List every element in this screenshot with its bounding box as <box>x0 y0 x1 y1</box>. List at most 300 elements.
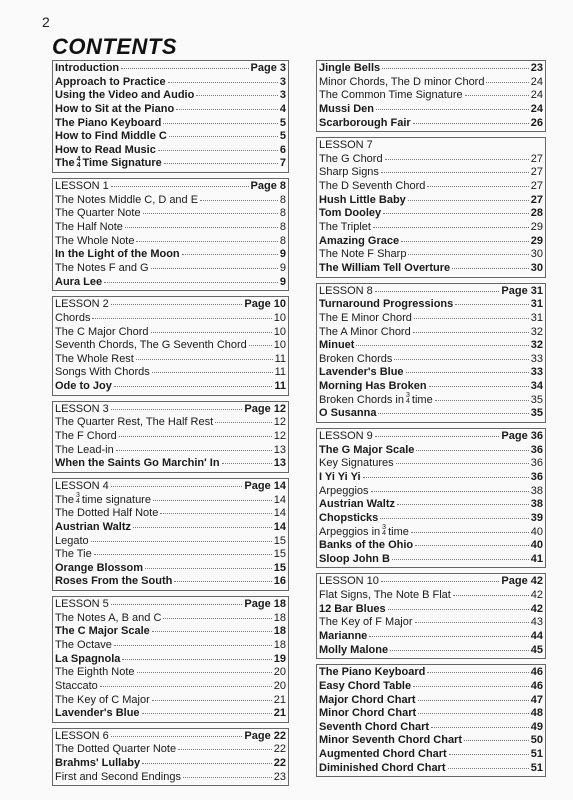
entry-page-number: 31 <box>530 311 543 324</box>
toc-entry[interactable] <box>55 575 286 589</box>
entry-page-number: 43 <box>530 616 543 629</box>
entry-title-text: In the Light of the Moon <box>55 248 180 261</box>
toc-entry[interactable] <box>55 339 286 353</box>
toc-entry[interactable] <box>319 694 543 708</box>
entry-title-text: The E Minor Chord <box>319 311 412 324</box>
time-sig-top: 3 <box>75 491 80 499</box>
toc-section <box>316 60 546 132</box>
toc-entry[interactable] <box>55 89 286 103</box>
toc-entry[interactable] <box>319 262 543 276</box>
entry-title <box>319 630 367 644</box>
entry-page-number: 38 <box>530 484 543 497</box>
time-sig-bottom: 4 <box>76 161 81 169</box>
entry-title-text: Jingle Bells <box>319 62 381 74</box>
entry-title-text: I Yi Yi Yi <box>319 470 361 483</box>
entry-page-number: 24 <box>530 102 543 115</box>
dot-leader <box>164 163 278 164</box>
entry-title <box>55 730 109 744</box>
entry-title <box>319 285 373 299</box>
entry-title-text: The C Major Scale <box>55 625 150 638</box>
dot-leader <box>376 109 529 110</box>
toc-section <box>52 401 289 473</box>
entry-title-text: Molly Malone <box>319 643 389 656</box>
toc-entry[interactable] <box>319 353 543 367</box>
time-signature-icon <box>77 157 81 169</box>
toc-entry[interactable] <box>55 248 286 262</box>
entry-title <box>319 262 450 276</box>
entry-title-text: Seventh Chords, The G Seventh Chord <box>55 339 247 352</box>
entry-page-number: 5 <box>279 116 286 129</box>
entry-title <box>55 103 174 117</box>
dot-leader <box>411 532 529 533</box>
toc-entry[interactable] <box>319 298 543 312</box>
dot-leader <box>414 318 529 319</box>
entry-title-text-after: time signature <box>81 493 151 506</box>
entry-title <box>319 644 388 658</box>
lesson-heading[interactable] <box>55 403 286 417</box>
dot-leader <box>111 304 243 305</box>
lesson-heading[interactable] <box>319 430 543 444</box>
entry-title <box>55 117 161 131</box>
entry-page-number: 27 <box>530 166 543 179</box>
page-number: 2 <box>42 14 50 30</box>
entry-page-number: Page 18 <box>244 598 286 611</box>
entry-title-text: Sharp Signs <box>319 166 379 179</box>
toc-entry[interactable] <box>319 644 543 658</box>
toc-entry[interactable] <box>319 616 543 630</box>
entry-title-text: The <box>55 493 74 506</box>
toc-entry[interactable] <box>55 507 286 521</box>
entry-title <box>319 430 373 444</box>
dot-leader <box>380 518 528 519</box>
toc-entry[interactable] <box>55 353 286 367</box>
entry-title <box>55 262 149 276</box>
entry-title <box>319 235 399 249</box>
toc-entry[interactable] <box>319 707 543 721</box>
entry-title <box>55 221 123 235</box>
entry-page-number: 21 <box>273 693 286 706</box>
toc-entry[interactable] <box>319 721 543 735</box>
entry-title <box>319 248 406 262</box>
entry-title-text: The Notes A, B and C <box>55 611 162 624</box>
toc-entry[interactable] <box>55 157 286 171</box>
toc-entry[interactable] <box>319 498 543 512</box>
entry-page-number: 32 <box>530 325 543 338</box>
entry-title-text: The Piano Keyboard <box>319 666 426 679</box>
toc-entry[interactable] <box>319 207 543 221</box>
toc-entry[interactable] <box>55 694 286 708</box>
entry-page-number: 21 <box>273 707 286 720</box>
toc-entry[interactable] <box>319 471 543 485</box>
dot-leader <box>114 645 272 646</box>
entry-title <box>55 130 167 144</box>
entry-page-number: 22 <box>273 757 286 770</box>
entry-title <box>55 298 109 312</box>
dot-leader <box>142 763 272 764</box>
entry-page-number: 15 <box>273 534 286 547</box>
dot-leader <box>408 200 529 201</box>
entry-page-number: Page 3 <box>250 62 286 74</box>
toc-entry[interactable] <box>319 76 543 90</box>
toc-entry[interactable] <box>319 221 543 235</box>
dot-leader <box>163 618 271 619</box>
entry-title <box>55 62 119 76</box>
entry-title <box>55 639 112 653</box>
entry-title-text: LESSON 7 <box>319 139 373 152</box>
toc-entry[interactable] <box>319 117 543 131</box>
toc-entry[interactable] <box>55 521 286 535</box>
toc-entry[interactable] <box>319 734 543 748</box>
dot-leader <box>137 672 272 673</box>
entry-title-text: Lavender's Blue <box>55 707 140 720</box>
toc-entry[interactable] <box>55 680 286 694</box>
toc-entry[interactable] <box>55 380 286 394</box>
toc-entry[interactable] <box>319 553 543 567</box>
toc-entry[interactable] <box>319 366 543 380</box>
entry-page-number: 11 <box>274 380 286 393</box>
dot-leader <box>111 486 243 487</box>
entry-title-text: The Lead-in <box>55 443 114 456</box>
time-sig-top: 3 <box>382 523 387 531</box>
lesson-heading[interactable] <box>55 180 286 194</box>
entry-page-number: 23 <box>273 770 286 783</box>
toc-entry[interactable] <box>319 407 543 421</box>
entry-page-number: 44 <box>530 629 543 642</box>
dot-leader <box>418 713 529 714</box>
toc-entry[interactable] <box>319 312 543 326</box>
toc-entry[interactable] <box>55 562 286 576</box>
entry-page-number: 33 <box>530 352 543 365</box>
toc-entry[interactable] <box>319 444 543 458</box>
entry-page-number: 51 <box>530 761 543 774</box>
toc-entry[interactable] <box>55 430 286 444</box>
toc-entry[interactable] <box>55 625 286 639</box>
entry-title-text: LESSON 3 <box>55 402 109 415</box>
toc-entry[interactable] <box>55 548 286 562</box>
entry-page-number: 4 <box>279 102 286 115</box>
entry-title-text: Chopsticks <box>319 511 379 524</box>
entry-title <box>55 89 194 103</box>
entry-page-number: 18 <box>273 611 286 624</box>
entry-page-number: 30 <box>530 261 543 274</box>
entry-title <box>319 339 354 353</box>
toc-entry[interactable] <box>319 248 543 262</box>
entry-title-text: Easy Chord Table <box>319 679 412 692</box>
toc-entry[interactable] <box>55 144 286 158</box>
entry-title-text: The Key of F Major <box>319 616 413 629</box>
dot-leader <box>111 604 243 605</box>
toc-section <box>52 728 289 787</box>
toc-entry[interactable] <box>55 276 286 290</box>
entry-title-text: Arpeggios in <box>319 525 381 538</box>
entry-page-number: 19 <box>273 652 286 665</box>
lesson-heading[interactable] <box>319 139 543 153</box>
entry-title <box>319 207 381 221</box>
toc-entry[interactable] <box>55 366 286 380</box>
entry-title <box>55 612 161 626</box>
entry-page-number: 36 <box>530 470 543 483</box>
dot-leader <box>392 559 529 560</box>
toc-entry[interactable] <box>319 748 543 762</box>
entry-title <box>55 312 90 326</box>
toc-entry[interactable] <box>319 89 543 103</box>
dot-leader <box>427 186 528 187</box>
dot-leader <box>222 463 272 464</box>
entry-title-text: Brahms' Lullaby <box>55 757 141 770</box>
dot-leader <box>169 136 278 137</box>
entry-title-text-after: Time Signature <box>82 157 162 170</box>
entry-title-text: Ode to Joy <box>55 380 112 393</box>
toc-entry[interactable] <box>319 523 543 540</box>
toc-entry[interactable] <box>55 117 286 131</box>
entry-title <box>55 144 156 158</box>
toc-entry[interactable] <box>319 589 543 603</box>
toc-entry[interactable] <box>319 62 543 76</box>
entry-page-number: 7 <box>279 157 286 170</box>
toc-entry[interactable] <box>55 416 286 430</box>
entry-page-number: 47 <box>530 693 543 706</box>
entry-title-text: Seventh Chord Chart <box>319 720 430 733</box>
entry-page-number: 40 <box>530 539 543 552</box>
entry-page-number: 27 <box>530 180 543 193</box>
toc-section <box>316 573 546 659</box>
lesson-heading[interactable] <box>55 598 286 612</box>
toc-entry[interactable] <box>55 221 286 235</box>
toc-entry[interactable] <box>319 326 543 340</box>
toc-entry[interactable] <box>55 491 286 508</box>
entry-title <box>319 221 371 235</box>
toc-entry[interactable] <box>319 680 543 694</box>
entry-title <box>319 694 416 708</box>
entry-title <box>55 194 198 208</box>
toc-entry[interactable] <box>319 235 543 249</box>
entry-title-text: LESSON 4 <box>55 479 109 492</box>
entry-title-text: Mussi Den <box>319 102 375 115</box>
toc-entry[interactable] <box>319 380 543 394</box>
entry-page-number: Page 14 <box>244 479 286 492</box>
toc-entry[interactable] <box>55 130 286 144</box>
dot-leader <box>94 554 272 555</box>
toc-entry[interactable] <box>55 771 286 785</box>
entry-title <box>319 366 404 380</box>
toc-entry[interactable] <box>55 207 286 221</box>
entry-title <box>319 457 394 471</box>
entry-title <box>55 743 176 757</box>
dot-leader <box>151 268 278 269</box>
lesson-heading[interactable] <box>319 285 543 299</box>
dot-leader <box>369 636 528 637</box>
entry-title <box>55 562 143 576</box>
entry-title <box>55 491 151 508</box>
entry-title <box>55 248 180 262</box>
toc-entry[interactable] <box>55 707 286 721</box>
entry-title <box>55 521 131 535</box>
entry-title <box>55 548 92 562</box>
toc-entry[interactable] <box>319 457 543 471</box>
dot-leader <box>119 436 272 437</box>
entry-title-text: The Octave <box>55 638 112 651</box>
entry-title-text: The Quarter Note <box>55 207 141 220</box>
lesson-heading[interactable] <box>55 298 286 312</box>
entry-page-number: 46 <box>530 666 543 679</box>
toc-entry[interactable] <box>319 630 543 644</box>
toc-entry[interactable] <box>319 603 543 617</box>
entry-title <box>319 734 462 748</box>
toc-entry[interactable] <box>319 512 543 526</box>
entry-title-text: Legato <box>55 534 89 547</box>
toc-entry[interactable] <box>319 180 543 194</box>
time-sig-bottom: 4 <box>406 397 410 405</box>
toc-entry[interactable] <box>55 666 286 680</box>
toc-entry[interactable] <box>55 76 286 90</box>
entry-page-number: 14 <box>273 493 286 506</box>
dot-leader <box>382 68 529 69</box>
entry-page-number: 3 <box>279 75 286 88</box>
entry-title-text: Sloop John B <box>319 552 390 565</box>
entry-page-number: 10 <box>273 339 286 352</box>
dot-leader <box>168 82 278 83</box>
time-sig-top: 4 <box>76 155 81 163</box>
entry-title-text: Orange Blossom <box>55 561 144 574</box>
toc-entry[interactable] <box>319 666 543 680</box>
toc-entry[interactable] <box>55 444 286 458</box>
dot-leader <box>182 254 278 255</box>
lesson-heading[interactable] <box>55 480 286 494</box>
entry-title-text: The Half Note <box>55 221 123 234</box>
dot-leader <box>178 749 272 750</box>
toc-entry[interactable] <box>319 391 543 408</box>
entry-title <box>319 298 453 312</box>
entry-title-text: Major Chord Chart <box>319 693 416 706</box>
entry-title <box>55 353 134 367</box>
toc-entry[interactable] <box>55 653 286 667</box>
dot-leader <box>455 304 528 305</box>
toc-section <box>316 283 546 423</box>
dot-leader <box>125 227 278 228</box>
entry-title <box>319 166 379 180</box>
entry-page-number: 24 <box>530 75 543 88</box>
entry-title <box>319 312 412 326</box>
entry-title-text: When the Saints Go Marchin' In <box>55 457 220 470</box>
toc-entry[interactable] <box>319 539 543 553</box>
lesson-heading[interactable] <box>55 730 286 744</box>
toc-section <box>52 178 289 291</box>
entry-page-number: 45 <box>530 643 543 656</box>
entry-title-text: The Whole Rest <box>55 352 134 365</box>
toc-section <box>52 478 289 591</box>
entry-title <box>55 457 220 471</box>
entry-title-text: Approach to Practice <box>55 75 166 88</box>
toc-entry[interactable] <box>55 194 286 208</box>
toc-entry[interactable] <box>55 326 286 340</box>
dot-leader <box>397 504 529 505</box>
entry-page-number: 13 <box>273 457 286 470</box>
toc-entry[interactable] <box>55 757 286 771</box>
toc-section <box>316 664 546 777</box>
entry-title-text: LESSON 8 <box>319 284 373 297</box>
dot-leader <box>464 740 529 741</box>
toc-entry[interactable] <box>55 535 286 549</box>
dot-leader <box>378 413 528 414</box>
entry-page-number: 15 <box>273 548 286 561</box>
entry-title-text: Turnaround Progressions <box>319 298 454 311</box>
entry-page-number: 22 <box>273 743 286 756</box>
entry-title <box>319 194 406 208</box>
toc-entry[interactable] <box>319 153 543 167</box>
toc-entry[interactable] <box>319 762 543 776</box>
toc-entry[interactable] <box>55 262 286 276</box>
toc-entry[interactable] <box>319 103 543 117</box>
toc-entry[interactable] <box>319 485 543 499</box>
entry-page-number: 10 <box>273 325 286 338</box>
toc-section <box>316 428 546 568</box>
entry-title <box>319 603 386 617</box>
toc-entry[interactable] <box>55 639 286 653</box>
entry-page-number: 12 <box>273 430 286 443</box>
toc-entry[interactable] <box>319 194 543 208</box>
dot-leader <box>449 754 529 755</box>
toc-entry[interactable] <box>55 235 286 249</box>
toc-entry[interactable] <box>319 166 543 180</box>
entry-title <box>55 403 109 417</box>
toc-entry[interactable] <box>55 312 286 326</box>
entry-title <box>319 721 429 735</box>
lesson-heading[interactable] <box>319 575 543 589</box>
entry-page-number: 27 <box>530 193 543 206</box>
entry-page-number: 36 <box>530 443 543 456</box>
entry-title-text: Aura Lee <box>55 275 103 288</box>
toc-entry[interactable] <box>55 62 286 76</box>
dot-leader <box>429 386 529 387</box>
toc-entry[interactable] <box>55 612 286 626</box>
entry-title-text: How to Find Middle C <box>55 130 167 143</box>
entry-title-text: Minuet <box>319 339 355 352</box>
entry-title <box>319 380 427 394</box>
entry-title <box>319 76 484 90</box>
entry-title <box>319 498 395 512</box>
entry-page-number: 32 <box>530 339 543 352</box>
entry-page-number: Page 36 <box>501 430 543 443</box>
dot-leader <box>363 477 529 478</box>
entry-title <box>319 707 416 721</box>
toc-right-column <box>316 60 546 777</box>
time-sig-bottom: 4 <box>75 497 80 505</box>
entry-title <box>55 598 109 612</box>
toc-entry[interactable] <box>319 339 543 353</box>
entry-title-text: Chords <box>55 311 91 324</box>
entry-title-text: LESSON 10 <box>319 575 379 588</box>
dot-leader <box>142 713 272 714</box>
toc-entry[interactable] <box>55 457 286 471</box>
dot-leader <box>111 736 243 737</box>
entry-title <box>55 535 89 549</box>
toc-section <box>52 60 289 173</box>
entry-title <box>55 339 247 353</box>
dot-leader <box>152 700 272 701</box>
entry-page-number: 11 <box>274 352 286 365</box>
entry-page-number: 5 <box>279 130 286 143</box>
entry-title <box>55 366 150 380</box>
toc-entry[interactable] <box>55 743 286 757</box>
entry-title <box>55 666 135 680</box>
dot-leader <box>408 254 528 255</box>
entry-page-number: 40 <box>530 525 543 538</box>
entry-title-text: Songs With Chords <box>55 366 150 379</box>
entry-title <box>319 391 433 408</box>
toc-entry[interactable] <box>55 103 286 117</box>
entry-page-number: 42 <box>530 602 543 615</box>
entry-page-number: 9 <box>279 248 286 261</box>
